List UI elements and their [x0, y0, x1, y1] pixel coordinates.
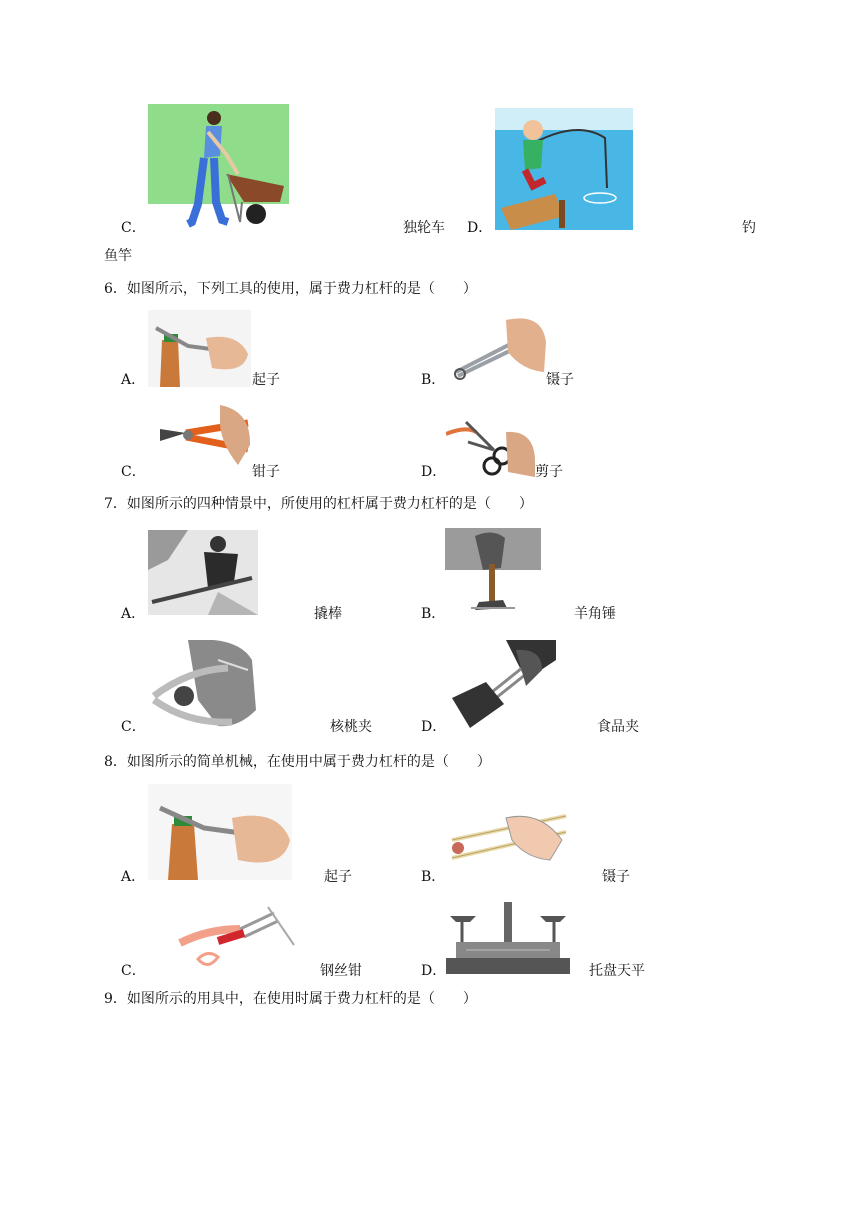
q7-option-c-letter: C．: [121, 719, 146, 735]
wire-cutter-icon: [178, 893, 296, 975]
bottle-opener-icon: [148, 310, 251, 387]
q6-option-a-letter: A．: [121, 372, 146, 388]
q7-stem: 7．如图所示的四种情景中，所使用的杠杆属于费力杠杆的是（ ）: [104, 496, 533, 512]
q6-option-d-letter: D．: [421, 464, 447, 480]
wheelbarrow-image: [148, 104, 289, 229]
q7-option-b-letter: B．: [421, 606, 446, 622]
q7-option-d-letter: D．: [421, 719, 447, 735]
fishing-rod-image: [495, 108, 633, 230]
bottle-opener-icon: [148, 784, 292, 880]
q7-option-d-caption: 食品夹: [597, 719, 639, 735]
q6-option-c-caption: 钳子: [252, 464, 280, 480]
q8-option-d-letter: D．: [421, 963, 447, 979]
q6-option-a-caption: 起子: [252, 372, 280, 388]
q5-option-c-letter: C．: [121, 220, 146, 236]
q7-option-a-caption: 撬棒: [314, 606, 342, 622]
q6-option-c-letter: C．: [121, 464, 146, 480]
q7-option-b-caption: 羊角锤: [574, 606, 616, 622]
q8-option-c-letter: C．: [121, 963, 146, 979]
tweezers-icon: [446, 312, 546, 387]
nutcracker-icon: [148, 640, 260, 728]
q8-option-d-caption: 托盘天平: [589, 963, 645, 979]
scissors-icon: [446, 412, 535, 477]
q5-option-d-caption-part2: 鱼竿: [104, 248, 132, 264]
q8-option-b-caption: 镊子: [602, 869, 630, 885]
balance-scale-icon: [446, 898, 570, 976]
q8-option-c-caption: 钢丝钳: [320, 963, 362, 979]
q5-option-d-letter: D．: [467, 220, 493, 236]
q8-option-a-caption: 起子: [324, 869, 352, 885]
q6-option-b-caption: 镊子: [546, 372, 574, 388]
q6-option-b-letter: B．: [421, 372, 446, 388]
q5-option-d-caption-part1: 钓: [742, 220, 756, 236]
crowbar-icon: [148, 530, 258, 615]
q8-stem: 8．如图所示的简单机械，在使用中属于费力杠杆的是（ ）: [104, 754, 491, 770]
pliers-icon: [158, 405, 251, 475]
chopsticks-icon: [450, 810, 570, 868]
q7-option-c-caption: 核桃夹: [330, 719, 372, 735]
food-tongs-icon: [446, 640, 556, 730]
q8-option-b-letter: B．: [421, 869, 446, 885]
claw-hammer-icon: [445, 528, 541, 615]
q6-stem: 6．如图所示，下列工具的使用，属于费力杠杆的是（ ）: [104, 281, 477, 297]
q5-option-c-caption: 独轮车: [403, 220, 445, 236]
q9-stem: 9．如图所示的用具中，在使用时属于费力杠杆的是（ ）: [104, 991, 477, 1007]
q7-option-a-letter: A．: [121, 606, 146, 622]
q6-option-d-caption: 剪子: [535, 464, 563, 480]
q8-option-a-letter: A．: [121, 869, 146, 885]
